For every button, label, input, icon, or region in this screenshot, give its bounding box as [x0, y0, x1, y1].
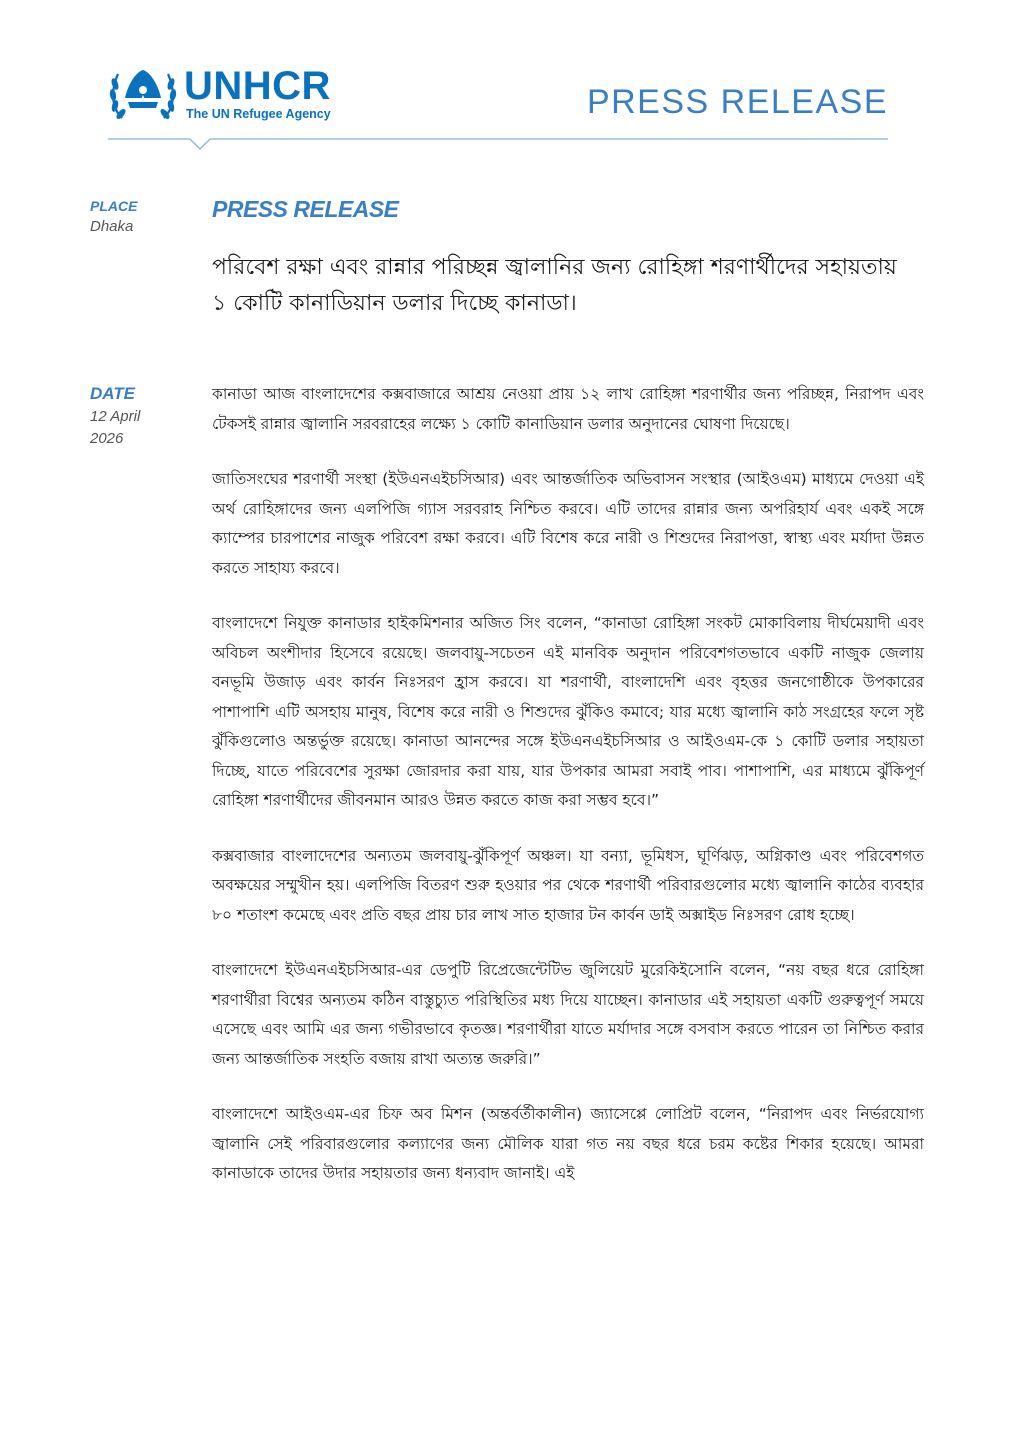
date-day-month: 12 April	[90, 408, 141, 425]
body-paragraph-2: জাতিসংঘের শরণার্থী সংস্থা (ইউএনএইচসিআর) এবং আন্তর্জাতিক অভিবাসন সংস্থার (আইওএম) মাধ্যমে দেওয়া এই অর্থ রোহিঙ্গাদের জন্য এলপিজি গ্যাস সরবরাহ নিশ্চিত করবে। এটি তাদের রান্নার জন্য অপরিহার্য এবং একই সঙ্গে ক্যাম্পের চারপাশের নাজুক পরিবেশ রক্ষা করবে। এটি বিশেষ করে নারী ও শিশুদের নিরাপত্তা, স্বাস্থ্য এবং মর্যাদা উন্নত করতে সাহায্য করবে।	[212, 470, 924, 577]
release-headline: পরিবেশ রক্ষা এবং রান্নার পরিচ্ছন্ন জ্বালানির জন্য রোহিঙ্গা শরণার্থীদের সহায়তায় ১ কোটি কানাডিয়ান ডলার দিচ্ছে কানাডা।	[212, 255, 897, 316]
release-body	[212, 380, 924, 1215]
body-paragraph-3: বাংলাদেশে নিযুক্ত কানাডার হাইকমিশনার অজিত সিং বলেন, “কানাডা রোহিঙ্গা সংকট মোকাবিলায় দীর্ঘমেয়াদী এবং অবিচল অংশীদার হিসেবে রয়েছে। জলবায়ু-সচেতন এই মানবিক অনুদান পরিবেশগতভাবে একটি নাজুক জেলায় বনভূমি উজাড় এবং কার্বন নিঃসরণ হ্রাস করবে। যা শরণার্থী, বাংলাদেশি এবং বৃহত্তর জনগোষ্ঠীকে উপকারের পাশাপাশি এটি অসহায় মানুষ, বিশেষ করে নারী ও শিশুদের ঝুঁকিও কমাবে; যার মধ্যে জ্বালানি কাঠ সংগ্রহের ফলে সৃষ্ট ঝুঁকিগুলোও অন্তর্ভুক্ত রয়েছে। কানাডা আনন্দের সঙ্গে ইউএনএইচসিআর ও আইওএম-কে ১ কোটি ডলার সহায়তা দিচ্ছে, যাতে পরিবেশের সুরক্ষা জোরদার করা যায়, যার উপকার আমরা সবাই পাব। পাশাপাশি, এর মাধ্যমে ঝুঁকিপূর্ণ রোহিঙ্গা শরণার্থীদের জীবনমান আরও উন্নত করতে কাজ করা সম্ভব হবে।”	[212, 614, 924, 809]
body-paragraph-1: কানাডা আজ বাংলাদেশের কক্সবাজারে আশ্রয় নেওয়া প্রায় ১২ লাখ রোহিঙ্গা শরণার্থীর জন্য পরিচ্ছন্ন, নিরাপদ এবং টেকসই রান্নার জ্বালানি সরবরাহের লক্ষ্যে ১ কোটি কানাডিয়ান ডলার অনুদানের ঘোষণা দিয়েছে।	[212, 385, 924, 433]
header-divider	[108, 134, 888, 154]
logo-tagline: The UN Refugee Agency	[186, 107, 331, 121]
body-paragraph-4: কক্সবাজার বাংলাদেশের অন্যতম জলবায়ু-ঝুঁকিপূর্ণ অঞ্চল। যা বন্যা, ভূমিধস, ঘূর্ণিঝড়, অগ্নিকাণ্ড এবং পরিবেশগত অবক্ষয়ের সম্মুখীন হয়। এলপিজি বিতরণ শুরু হওয়ার পর থেকে শরণার্থী পরিবারগুলোর মধ্যে জ্বালানি কাঠের ব্যবহার ৮০ শতাংশ কমেছে এবং প্রতি বছর প্রায় চার লাখ সাত হাজার টন কার্বন ডাই অক্সাইড নিঃসরণ রোধ হচ্ছে।	[212, 846, 924, 924]
header-title: PRESS RELEASE	[586, 83, 888, 121]
place-label: PLACE	[90, 198, 138, 214]
logo-wordmark: UNHCR	[184, 64, 331, 108]
unhcr-logo	[108, 62, 358, 128]
body-paragraph-5: বাংলাদেশে ইউএনএইচসিআর-এর ডেপুটি রিপ্রেজেন্টেটিভ জুলিয়েট মুরেকিইসোনি বলেন, “নয় বছর ধরে রোহিঙ্গা শরণার্থীরা বিশ্বের অন্যতম কঠিন বাস্তুচ্যুত পরিস্থিতির মধ্য দিয়ে যাচ্ছেন। কানাডার এই সহায়তা একটি গুরুত্বপূর্ণ সময়ে এসেছে এবং আমি এর জন্য গভীরভাবে কৃতজ্ঞ। শরণার্থীরা যাতে মর্যাদার সঙ্গে বসবাস করতে পারেন তা নিশ্চিত করার জন্য আন্তর্জাতিক সংহতি বজায় রাখা অত্যন্ত জরুরি।”	[212, 961, 924, 1068]
place-value: Dhaka	[90, 218, 134, 235]
laurel-emblem-icon	[108, 62, 178, 128]
date-year: 2026	[90, 430, 124, 447]
date-label: DATE	[90, 384, 136, 403]
release-heading: PRESS RELEASE	[212, 196, 399, 222]
body-paragraph-6: বাংলাদেশে আইওএম-এর চিফ অব মিশন (অন্তর্বর্তীকালীন) জ্যাসেপ্পে লোপ্রিট বলেন, “নিরাপদ এবং নির্ভরযোগ্য জ্বালানি সেই পরিবারগুলোর কল্যাণের জন্য মৌলিক যারা গত নয় বছর ধরে চরম কষ্টের শিকার হয়েছে। আমরা কানাডাকে তাদের উদার সহায়তার জন্য ধন্যবাদ জানাই। এই	[212, 1105, 924, 1182]
